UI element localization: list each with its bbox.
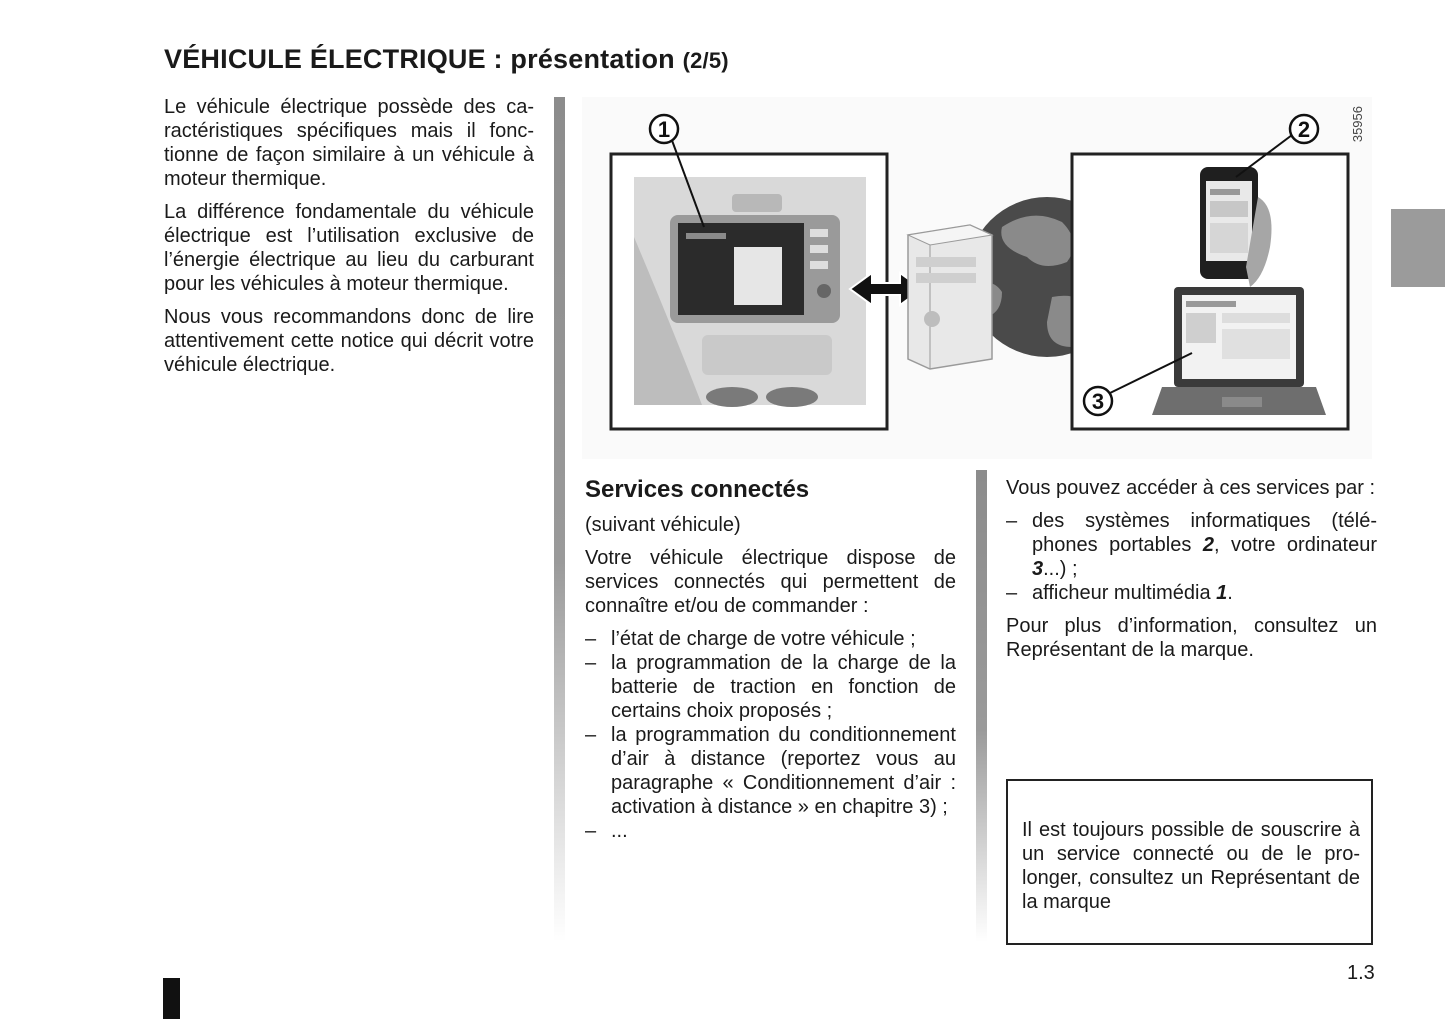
chapter-tab [1391, 209, 1445, 287]
list-item: – des systèmes informatiques (téléphones portables 2, votre ordinateur 3...) ; [1006, 509, 1377, 581]
notice-box [1006, 779, 1373, 945]
svg-text:1: 1 [657, 117, 671, 142]
list-item: – la programmation du conditionnement d’air à distance (reportez vous au paragraphe « Conditionnement d’air : activation à distance » en chapitre 3) ; [585, 723, 956, 819]
figure-reference: 35956 [1350, 106, 1365, 143]
list-item: – la programmation de la charge de la batterie de traction en fonction de certains choix proposés ; [585, 651, 956, 723]
access-intro: Vous pouvez accéder à ces services par : [1006, 477, 1376, 499]
access-list [1006, 509, 1377, 605]
services-section [585, 476, 956, 852]
list-item: – l’état de charge de votre véhicule ; [585, 627, 956, 651]
page-number: 1.3 [1347, 962, 1375, 984]
access-outro: Pour plus d’information, consultez un Représentant de la marque. [1006, 615, 1377, 661]
ref-1: 1 [1216, 582, 1228, 604]
page-title [164, 44, 729, 75]
ref-2: 2 [1202, 534, 1214, 556]
intro-paragraph: Le véhicule électrique possède des caractéristiques spécifiques mais il fonctionne de façon similaire à un véhicule à moteur thermique. [164, 96, 534, 190]
intro-text [164, 95, 534, 386]
list-item: – ... [585, 819, 956, 843]
list-item: – afficheur multimédia 1. [1006, 581, 1377, 605]
footer-marker [163, 978, 180, 1019]
svg-text:2: 2 [1297, 117, 1311, 142]
page-part: (2/5) [682, 48, 729, 73]
services-list [585, 627, 956, 843]
column-divider [976, 470, 987, 942]
intro-paragraph: La différence fondamentale du véhicule électrique est l’utilisation exclusive de l’énergie électrique au lieu du carburant pour les véhicules à moteur thermique. [164, 201, 534, 295]
column-divider [554, 97, 565, 942]
connected-services-illustration [582, 97, 1372, 459]
illustration-svg [582, 97, 1372, 459]
ref-3: 3 [1032, 558, 1044, 580]
services-title: Services connectés [585, 476, 810, 503]
access-section [1006, 476, 1377, 671]
services-note: (suivant véhicule) [585, 514, 741, 536]
intro-paragraph: Nous vous recommandons donc de lire attentivement cette notice qui décrit votre véhicule électrique. [164, 306, 534, 376]
services-intro: Votre véhicule électrique dispose de services connectés qui permettent de connaître et/ou de commander : [585, 547, 956, 617]
laptop-icon [1152, 287, 1326, 415]
page-title-text: VÉHICULE ÉLECTRIQUE : présentation [164, 44, 675, 74]
server-icon [908, 225, 992, 369]
notice-text: Il est toujours possible de souscrire à un service connecté ou de le prolonger, consultez un Représentant de la marque [1022, 819, 1360, 913]
svg-text:3: 3 [1091, 389, 1105, 414]
